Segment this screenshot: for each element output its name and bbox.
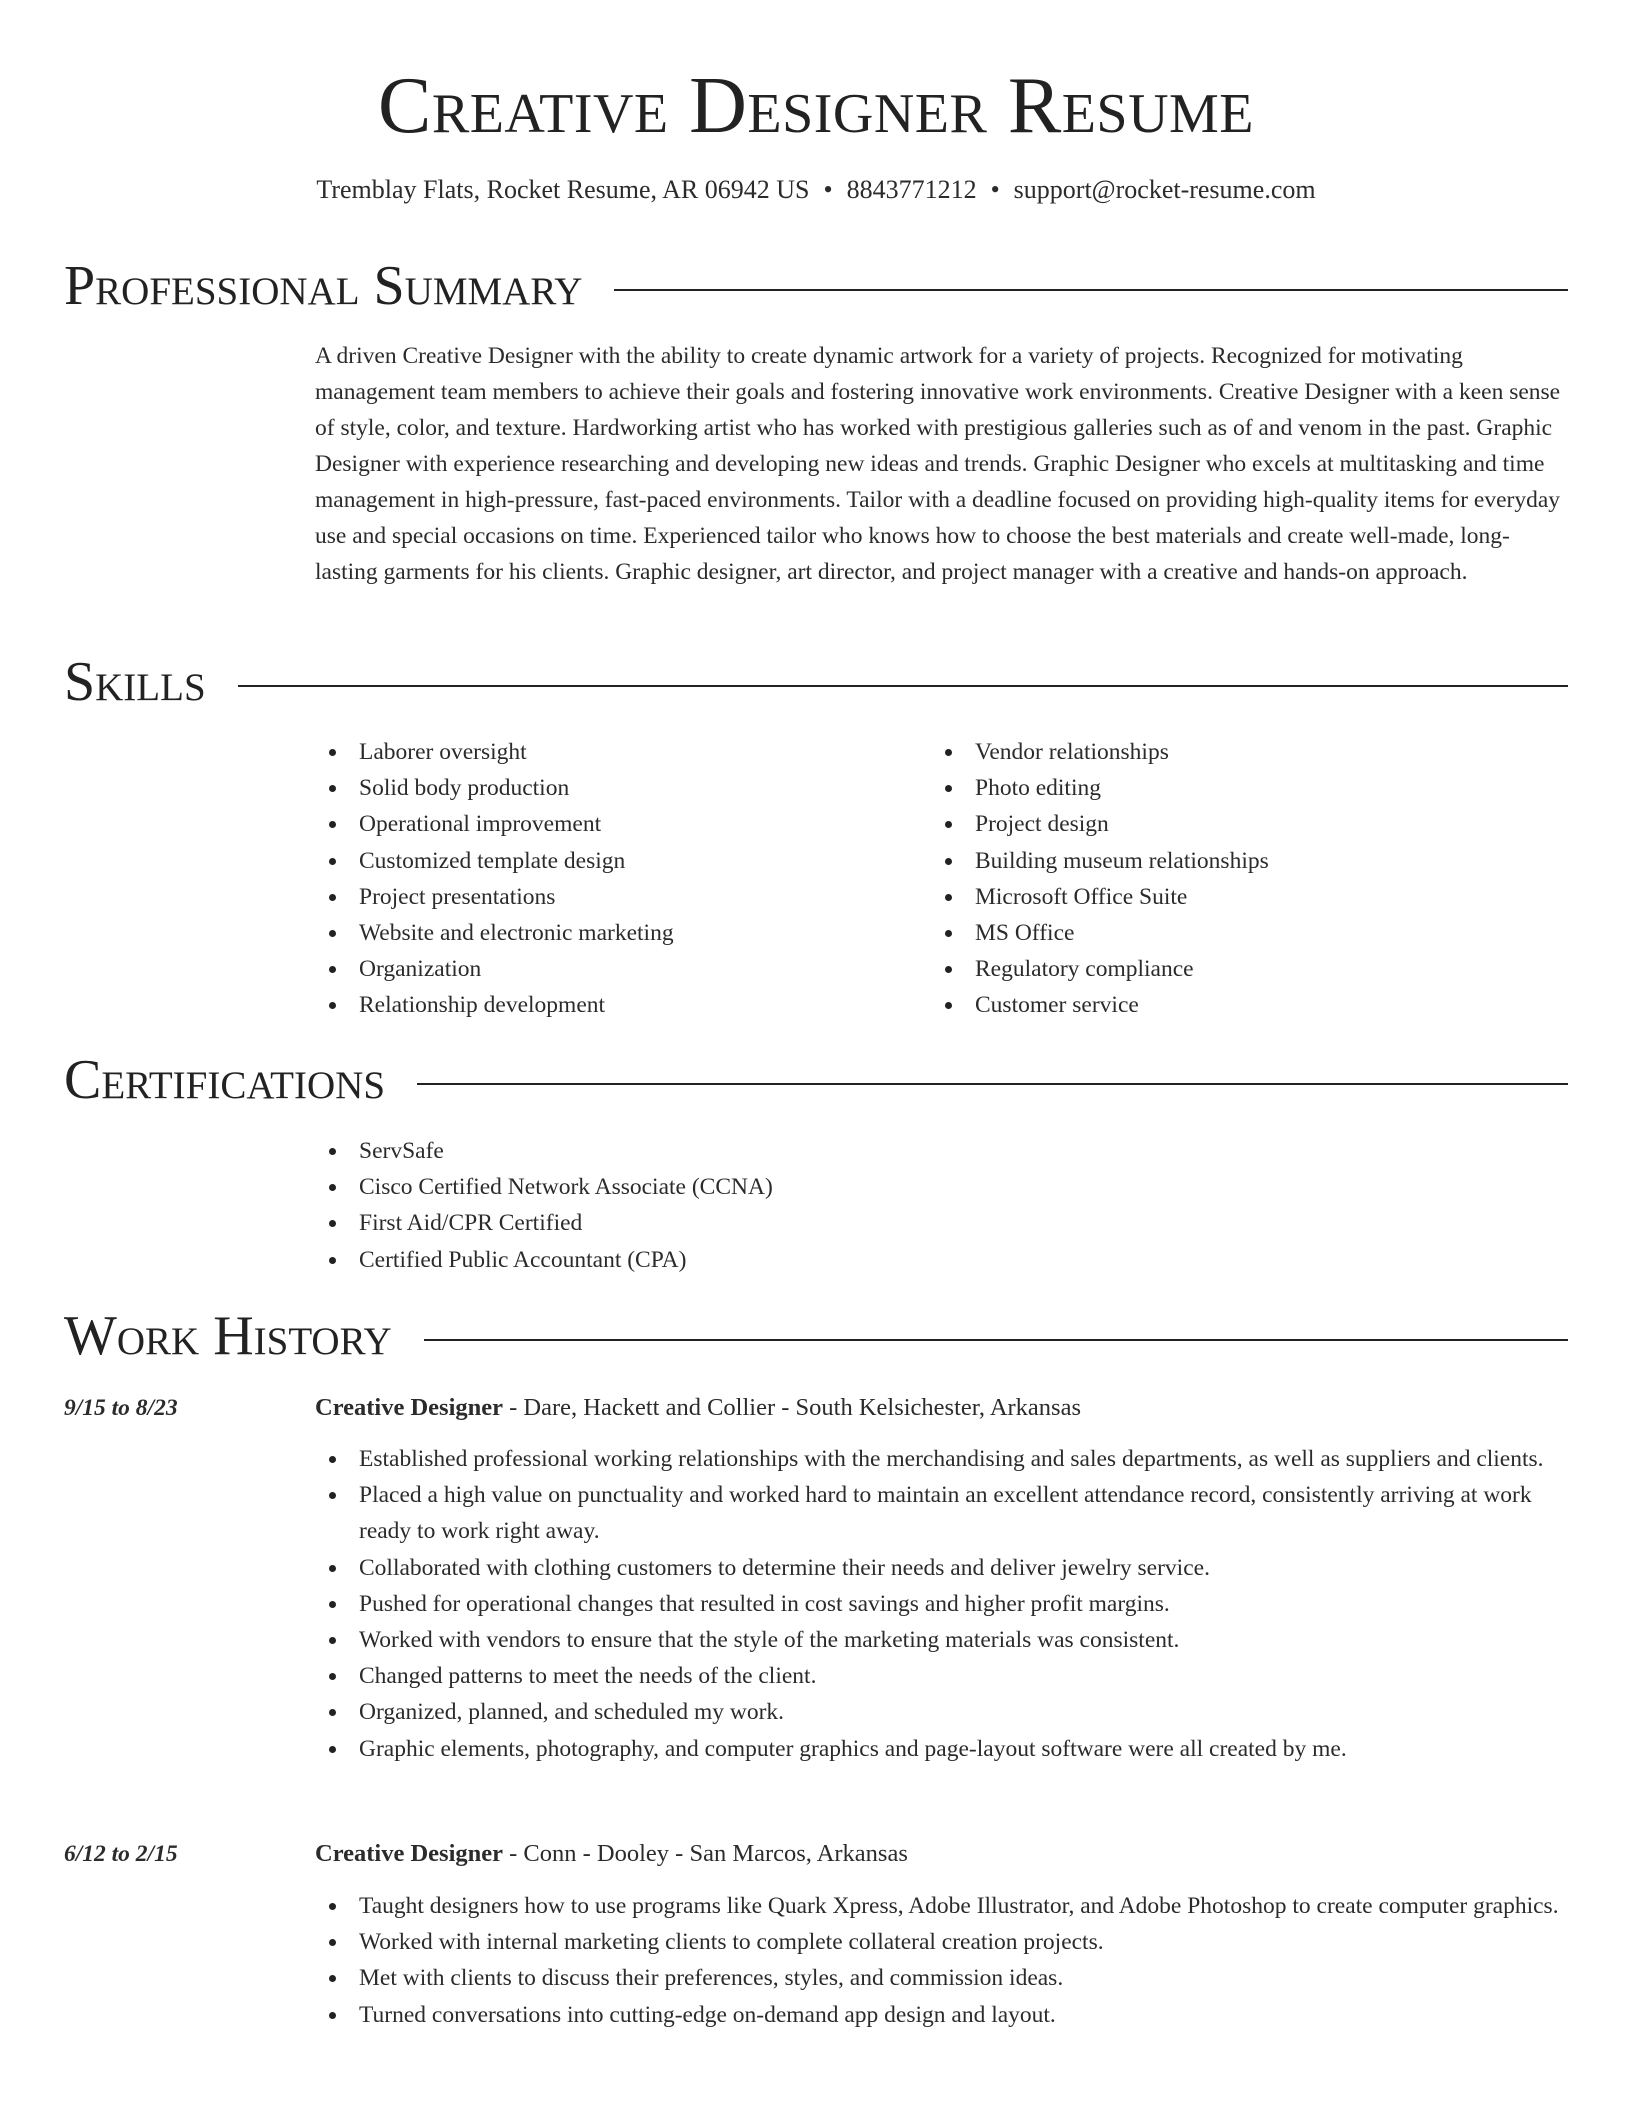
job-title: Creative Designer — [315, 1840, 503, 1867]
certification-item: Certified Public Accountant (CPA) — [315, 1242, 1315, 1278]
job-bullet: Pushed for operational changes that resulted in cost savings and higher profit margins. — [315, 1586, 1570, 1622]
job-bullet: Placed a high value on punctuality and worked hard to maintain an excellent attendance record, consistently arriving at work ready to work right away. — [315, 1477, 1570, 1549]
certifications-section-header — [64, 1048, 1568, 1112]
job-employer: - Dare, Hackett and Collier - South Kelsichester, Arkansas — [503, 1394, 1081, 1421]
skill-item: Website and electronic marketing — [315, 915, 915, 951]
skill-item: MS Office — [931, 915, 1551, 951]
work-section-title: Work History — [64, 1305, 392, 1367]
skill-item: Photo editing — [931, 770, 1551, 806]
contact-separator: • — [823, 175, 833, 204]
job-bullets — [315, 1888, 1570, 2033]
certifications-list — [315, 1133, 1315, 1278]
skills-section-header — [64, 650, 1568, 714]
section-divider — [424, 1339, 1568, 1341]
section-divider — [238, 685, 1568, 687]
skill-item: Operational improvement — [315, 806, 915, 842]
skills-list-left — [315, 734, 915, 1024]
summary-section-header — [64, 254, 1568, 318]
skill-item: Project design — [931, 806, 1551, 842]
certification-item: ServSafe — [315, 1133, 1315, 1169]
summary-section-title: Professional Summary — [64, 255, 583, 317]
skill-item: Microsoft Office Suite — [931, 879, 1551, 915]
job-bullet: Met with clients to discuss their preferences, styles, and commission ideas. — [315, 1960, 1570, 1996]
job-dates: 9/15 to 8/23 — [64, 1395, 178, 1421]
job-heading — [315, 1836, 908, 1872]
certification-item: Cisco Certified Network Associate (CCNA) — [315, 1169, 1315, 1205]
job-bullet: Organized, planned, and scheduled my work. — [315, 1694, 1570, 1730]
summary-text: A driven Creative Designer with the ability to create dynamic artwork for a variety of projects. Recognized for motivating management team members to achieve their goals and fostering innovative work environments. Creative Designer with a keen sense of style, color, and texture. Hardworking artist who has worked with prestigious galleries such as of and venom in the past. Graphic Designer with experience researching and developing new ideas and trends. Graphic Designer who excels at multitasking and time management in high-pressure, fast-paced environments. Tailor with a deadline focused on providing high-quality items for everyday use and special occasions on time. Experienced tailor who knows how to choose the best materials and create well-made, long-lasting garments for his clients. Graphic designer, art director, and project manager with a creative and hands-on approach. — [315, 343, 1561, 585]
skill-item: Relationship development — [315, 987, 915, 1023]
job-bullet: Collaborated with clothing customers to determine their needs and deliver jewelry service. — [315, 1550, 1570, 1586]
skill-item: Laborer oversight — [315, 734, 915, 770]
job-bullet: Established professional working relationships with the merchandising and sales departments, as well as suppliers and clients. — [315, 1441, 1570, 1477]
skill-item: Customized template design — [315, 843, 915, 879]
contact-address: Tremblay Flats, Rocket Resume, AR 06942 US — [316, 175, 810, 204]
skill-item: Customer service — [931, 987, 1551, 1023]
certifications-section-title: Certifications — [64, 1049, 386, 1111]
skill-item: Building museum relationships — [931, 843, 1551, 879]
job-bullet: Worked with internal marketing clients to complete collateral creation projects. — [315, 1924, 1570, 1960]
job-dates: 6/12 to 2/15 — [64, 1841, 178, 1867]
skill-item: Organization — [315, 951, 915, 987]
resume-name: Creative Designer Resume — [377, 62, 1255, 150]
job-title: Creative Designer — [315, 1394, 503, 1421]
skill-item: Project presentations — [315, 879, 915, 915]
skill-item: Regulatory compliance — [931, 951, 1551, 987]
contact-phone: 8843771212 — [846, 175, 977, 204]
contact-email: support@rocket-resume.com — [1013, 175, 1316, 204]
work-section-header — [64, 1304, 1568, 1368]
job-bullet: Worked with vendors to ensure that the style of the marketing materials was consistent. — [315, 1622, 1570, 1658]
skills-list-right — [931, 734, 1551, 1024]
skill-item: Solid body production — [315, 770, 915, 806]
certification-item: First Aid/CPR Certified — [315, 1205, 1315, 1241]
contact-line — [0, 172, 1632, 208]
job-heading — [315, 1390, 1081, 1426]
section-divider — [417, 1083, 1568, 1085]
contact-separator: • — [990, 175, 1000, 204]
job-employer: - Conn - Dooley - San Marcos, Arkansas — [503, 1840, 908, 1867]
job-bullet: Changed patterns to meet the needs of the client. — [315, 1658, 1570, 1694]
job-bullet: Graphic elements, photography, and computer graphics and page-layout software were all created by me. — [315, 1731, 1570, 1767]
section-divider — [614, 289, 1568, 291]
skill-item: Vendor relationships — [931, 734, 1551, 770]
skills-section-title: Skills — [64, 651, 206, 713]
job-bullets — [315, 1441, 1570, 1767]
job-bullet: Taught designers how to use programs like Quark Xpress, Adobe Illustrator, and Adobe Photoshop to create computer graphics. — [315, 1888, 1570, 1924]
job-bullet: Turned conversations into cutting-edge on-demand app design and layout. — [315, 1997, 1570, 2033]
